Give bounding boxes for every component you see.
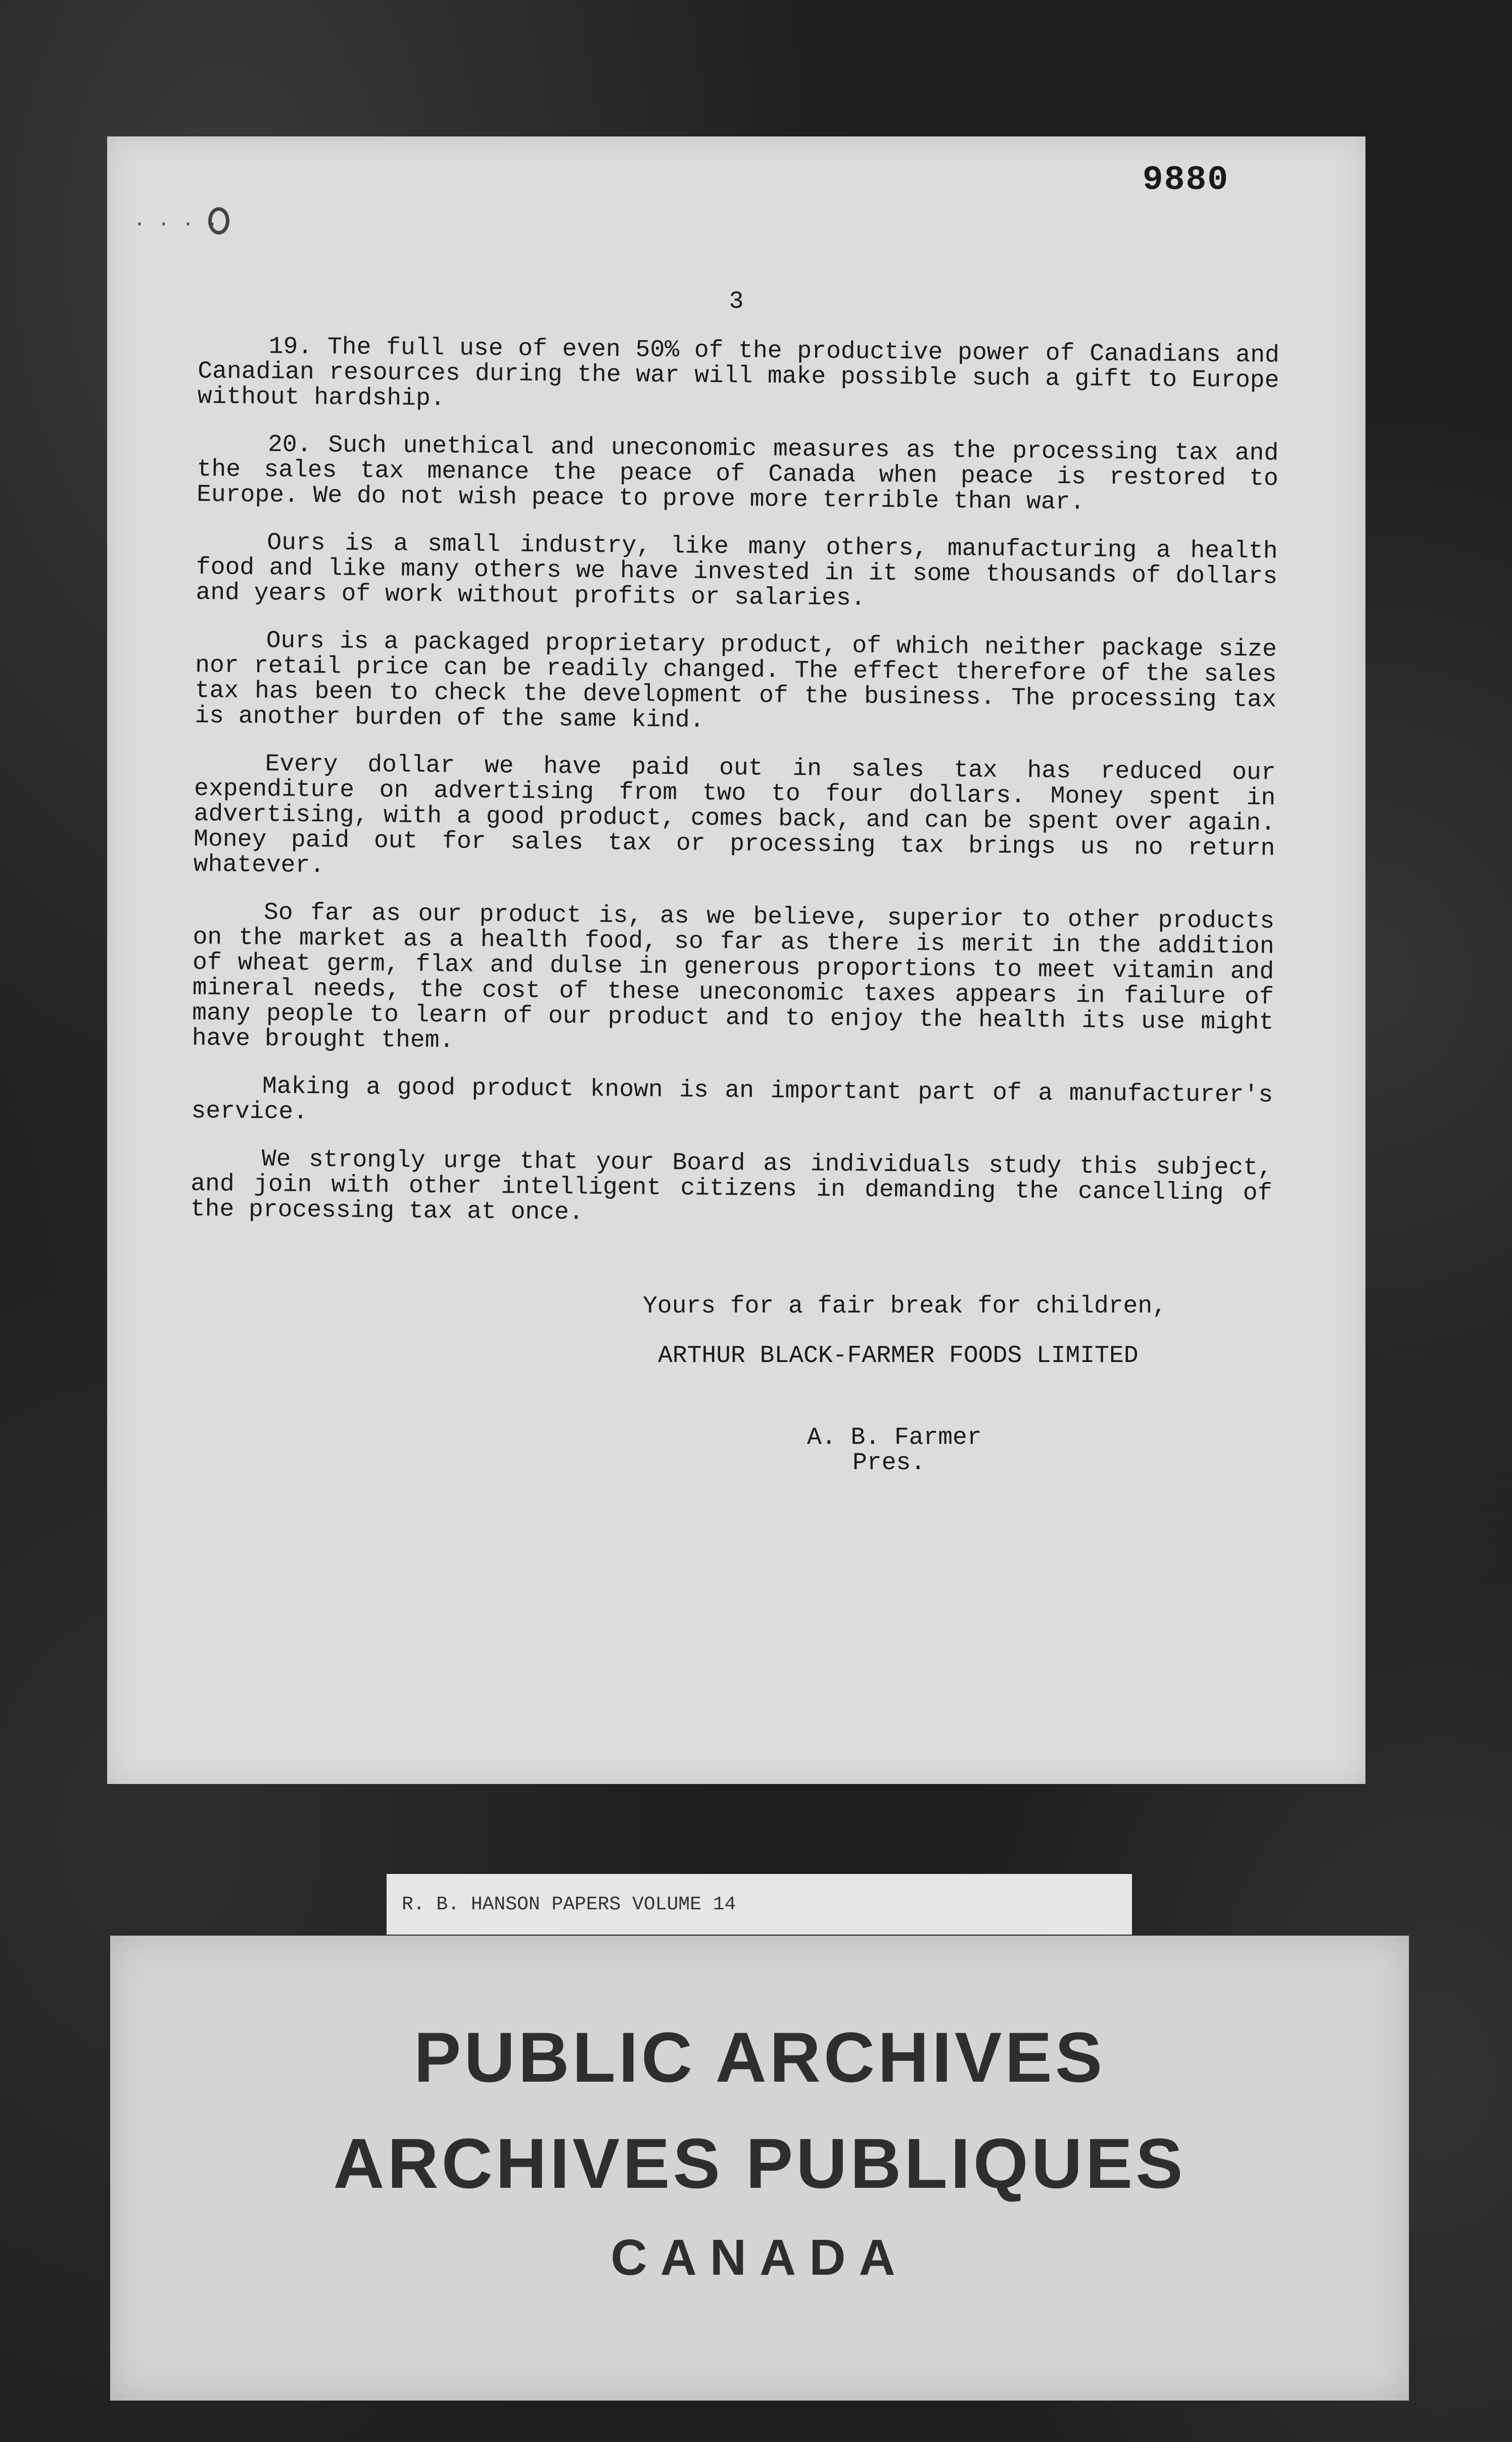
punch-marks: · · · · xyxy=(133,213,219,236)
paragraph-packaged-product: Ours is a packaged proprietary product, of which neither package size nor retail price can be readily changed. The effect therefore of the sales tax has been to check the development of the business. The processing tax is another burden of the same kind. xyxy=(195,627,1277,734)
stamp-line-public-archives: PUBLIC ARCHIVES xyxy=(413,2017,1106,2097)
letter-body xyxy=(190,334,1280,1254)
signature-block xyxy=(807,1425,982,1476)
company-name: ARTHUR BLACK-FARMER FOODS LIMITED xyxy=(658,1342,1139,1370)
archives-stamp xyxy=(110,1936,1409,2401)
paragraph-health-food: So far as our product is, as we believe, superior to other products on the market as a health food, so far as there is merit in the addition of wheat germ, flax and dulse in generous proportions to meet vitamin and mineral needs, the cost of these uneconomic taxes appears in failure of many people to learn of our product and to enjoy the health its use might have brought them. xyxy=(192,899,1275,1055)
page-number: 9880 xyxy=(1142,161,1229,200)
punch-hole-mark xyxy=(208,207,229,234)
paragraph-19: 19. The full use of even 50% of the productive power of Canadians and Canadian resources during the war will make possible such a gift to Europe without hardship. xyxy=(197,333,1280,413)
paragraph-manufacturer-service: Making a good product known is an important part of a manufacturer's service. xyxy=(191,1073,1273,1126)
paragraph-small-industry: Ours is a small industry, like many others, manufacturing a health food and like many others we have invested in it some thousands of dollars and years of work without profits or salaries. xyxy=(196,529,1278,613)
signer-name: A. B. Farmer xyxy=(807,1424,982,1451)
document-page xyxy=(107,136,1365,1784)
letter-closing xyxy=(643,1294,1167,1393)
closing-salutation: Yours for a fair break for children, xyxy=(643,1293,1167,1320)
archive-reference-label: R. B. HANSON PAPERS VOLUME 14 xyxy=(387,1874,1132,1935)
paragraph-advertising: Every dollar we have paid out in sales tax has reduced our expenditure on advertising from two to four dollars. Money spent in advertising, with a good product, comes back, and can be spent over again. Money paid out for sales tax or processing tax brings us no return whatever. xyxy=(193,750,1276,880)
stamp-line-canada: CANADA xyxy=(610,2229,909,2286)
signer-title: Pres. xyxy=(853,1449,926,1477)
paragraph-urge-board: We strongly urge that your Board as individuals study this subject, and join with other intelligent citizens in demanding the cancelling of the processing tax at once. xyxy=(190,1146,1272,1227)
sheet-number: 3 xyxy=(729,288,744,315)
stamp-line-archives-publiques: ARCHIVES PUBLIQUES xyxy=(333,2124,1186,2203)
paragraph-20: 20. Such unethical and uneconomic measures as the processing tax and the sales tax menance the peace of Canada when peace is restored to Europe. We do not wish peace to prove more terrible than war. xyxy=(196,431,1279,516)
